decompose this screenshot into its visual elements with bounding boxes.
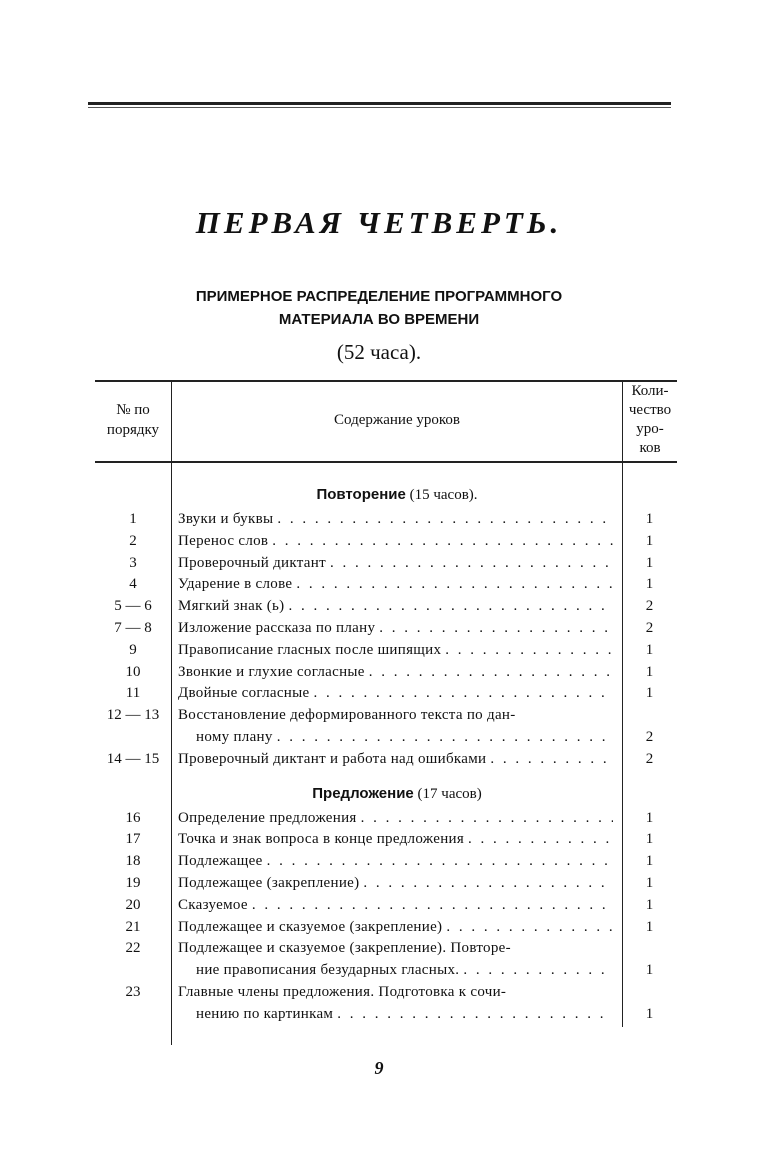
header-count-line: уро- — [636, 421, 664, 437]
lesson-text: Подлежащее (закрепление) — [178, 874, 360, 891]
lesson-number: 7 — 8 — [114, 619, 152, 636]
lesson-number: 3 — [129, 554, 137, 571]
dot-leader — [441, 640, 613, 662]
lesson-text: нению по картинкам — [196, 1005, 334, 1022]
header-count-line: Коли- — [631, 383, 669, 399]
dot-leader — [333, 1004, 613, 1026]
lesson-content — [178, 895, 613, 917]
lesson-content — [196, 960, 613, 982]
lesson-count: 2 — [645, 598, 654, 615]
lesson-count: 1 — [645, 641, 654, 658]
lesson-text: Проверочный диктант — [178, 554, 326, 571]
lesson-text: Сказуемое — [178, 896, 248, 913]
lesson-number: 22 — [125, 940, 141, 957]
table-row — [95, 829, 677, 851]
dot-leader — [248, 895, 613, 917]
table-row — [95, 851, 677, 873]
lesson-number: 9 — [129, 641, 137, 658]
lesson-count: 2 — [645, 750, 654, 767]
section-title: Повторение — [316, 486, 406, 503]
lesson-content — [178, 618, 613, 640]
section-header — [95, 779, 623, 808]
subtitle-line-1: ПРИМЕРНОЕ РАСПРЕДЕЛЕНИЕ ПРОГРАММНОГО — [195, 288, 563, 305]
lesson-count: 1 — [645, 809, 654, 826]
lesson-count: 1 — [645, 962, 654, 979]
lesson-content — [178, 531, 613, 553]
lesson-count: 1 — [645, 532, 654, 549]
top-rule-thin — [88, 107, 671, 108]
lesson-number: 4 — [129, 576, 137, 593]
lesson-number: 19 — [125, 874, 141, 891]
lesson-count: 1 — [645, 511, 654, 527]
lesson-number: 1 — [129, 511, 137, 527]
table-row — [95, 1004, 677, 1026]
lesson-text: Проверочный диктант и работа над ошибками — [178, 750, 487, 767]
table-row — [95, 531, 677, 553]
dot-leader — [464, 829, 613, 851]
lesson-number: 14 — 15 — [106, 750, 160, 767]
table-top-rule — [95, 380, 677, 382]
lesson-count: 1 — [645, 874, 654, 891]
section-hours: (15 часов). — [409, 487, 478, 503]
lesson-count: 1 — [645, 918, 654, 935]
dot-leader — [375, 618, 613, 640]
lesson-count: 1 — [645, 663, 654, 680]
dot-leader — [365, 662, 613, 684]
dot-leader — [263, 851, 613, 873]
lesson-text: ние правописания безударных гласных. — [196, 962, 460, 979]
header-content: Содержание уроков — [334, 412, 460, 428]
lesson-content — [178, 574, 613, 596]
table-row — [95, 749, 677, 771]
lesson-content — [178, 553, 613, 575]
lesson-count: 1 — [645, 853, 654, 870]
lesson-text: Правописание гласных после шипящих — [178, 641, 442, 658]
header-number-line: порядку — [106, 422, 160, 438]
table-row — [95, 873, 677, 895]
table-row — [95, 596, 677, 618]
lesson-text: Изложение рассказа по плану — [178, 619, 376, 636]
lesson-count: 2 — [645, 619, 654, 636]
section-hours: (17 часов) — [417, 785, 482, 802]
lesson-text: Звонкие и глухие согласные — [178, 663, 365, 680]
dot-leader — [442, 917, 613, 939]
lesson-table — [95, 380, 677, 1050]
lesson-text: Подлежащее и сказуемое (закрепление). Повторе- — [178, 940, 511, 957]
dot-leader — [273, 509, 613, 531]
lesson-number: 17 — [125, 831, 141, 848]
dot-leader — [268, 531, 613, 553]
dot-leader — [326, 553, 613, 575]
lesson-number: 5 — 6 — [114, 598, 152, 615]
table-row — [95, 938, 677, 960]
lesson-text: Ударение в слове — [178, 576, 293, 593]
table-row — [95, 553, 677, 575]
header-bottom-rule — [95, 461, 677, 463]
header-count-line: чество — [628, 402, 672, 418]
lesson-content — [178, 982, 613, 1004]
table-row — [95, 917, 677, 939]
lesson-content — [178, 808, 613, 830]
header-number — [95, 400, 171, 440]
lesson-number: 20 — [125, 896, 141, 913]
lesson-text: Подлежащее и сказуемое (закрепление) — [178, 918, 443, 935]
table-row — [95, 618, 677, 640]
dot-leader — [309, 683, 613, 705]
table-row — [95, 705, 677, 727]
table-row — [95, 895, 677, 917]
lesson-content — [178, 749, 613, 771]
lesson-content — [178, 917, 613, 939]
table-row — [95, 509, 677, 531]
lesson-count: 1 — [645, 576, 654, 593]
header-number-line: № по — [116, 402, 150, 418]
lesson-text: Двойные согласные — [178, 685, 310, 702]
lesson-count: 1 — [645, 554, 654, 571]
dot-leader — [292, 574, 613, 596]
lesson-content — [178, 829, 613, 851]
table-row — [95, 727, 677, 749]
lesson-number: 11 — [125, 685, 141, 702]
dot-leader — [357, 808, 613, 830]
lesson-content — [178, 683, 613, 705]
lesson-count: 2 — [645, 728, 654, 745]
page-title: ПЕРВАЯ ЧЕТВЕРТЬ. — [195, 205, 563, 240]
header-count-line: ков — [639, 440, 661, 456]
table-row — [95, 808, 677, 830]
lesson-text: Точка и знак вопроса в конце предложения — [178, 831, 465, 848]
table-row — [95, 640, 677, 662]
table-row — [95, 662, 677, 684]
section-title: Предложение — [312, 784, 414, 802]
lesson-number: 12 — 13 — [106, 707, 160, 724]
dot-leader — [486, 749, 613, 771]
lesson-text: Восстановление деформированного текста по дан- — [178, 707, 516, 724]
total-hours: (52 часа). — [336, 340, 422, 364]
lesson-content — [196, 1004, 613, 1026]
lesson-text: Подлежащее — [178, 853, 263, 870]
dot-leader — [459, 960, 613, 982]
lesson-count: 1 — [645, 896, 654, 913]
lesson-content — [196, 727, 613, 749]
table-row — [95, 960, 677, 982]
header-count — [623, 382, 677, 458]
lesson-number: 21 — [125, 918, 141, 935]
lesson-content — [178, 873, 613, 895]
table-body — [95, 480, 677, 1026]
lesson-count: 1 — [645, 831, 654, 848]
lesson-text: ному плану — [196, 728, 273, 745]
dot-leader — [359, 873, 613, 895]
lesson-number: 10 — [125, 663, 141, 680]
lesson-content — [178, 640, 613, 662]
lesson-content — [178, 596, 613, 618]
dot-leader — [284, 596, 613, 618]
subtitle-line-2: МАТЕРИАЛА ВО ВРЕМЕНИ — [278, 311, 480, 328]
top-rule — [88, 102, 671, 105]
lesson-text: Звуки и буквы — [178, 511, 274, 527]
lesson-text: Главные члены предложения. Подготовка к сочи- — [178, 983, 507, 1000]
table-row — [95, 683, 677, 705]
lesson-count: 1 — [645, 1005, 654, 1022]
table-row — [95, 574, 677, 596]
lesson-number: 2 — [129, 532, 137, 549]
lesson-content — [178, 705, 613, 727]
lesson-content — [178, 509, 613, 531]
lesson-content — [178, 938, 613, 960]
lesson-number: 18 — [125, 853, 141, 870]
lesson-number: 23 — [125, 983, 141, 1000]
lesson-text: Определение предложения — [178, 809, 357, 826]
lesson-content — [178, 662, 613, 684]
lesson-text: Перенос слов — [178, 532, 269, 549]
lesson-text: Мягкий знак (ь) — [178, 598, 285, 615]
page-number: 9 — [374, 1058, 384, 1078]
lesson-content — [178, 851, 613, 873]
table-row — [95, 982, 677, 1004]
lesson-number: 16 — [125, 809, 141, 826]
lesson-count: 1 — [645, 685, 654, 702]
dot-leader — [273, 727, 613, 749]
section-header — [95, 480, 623, 509]
